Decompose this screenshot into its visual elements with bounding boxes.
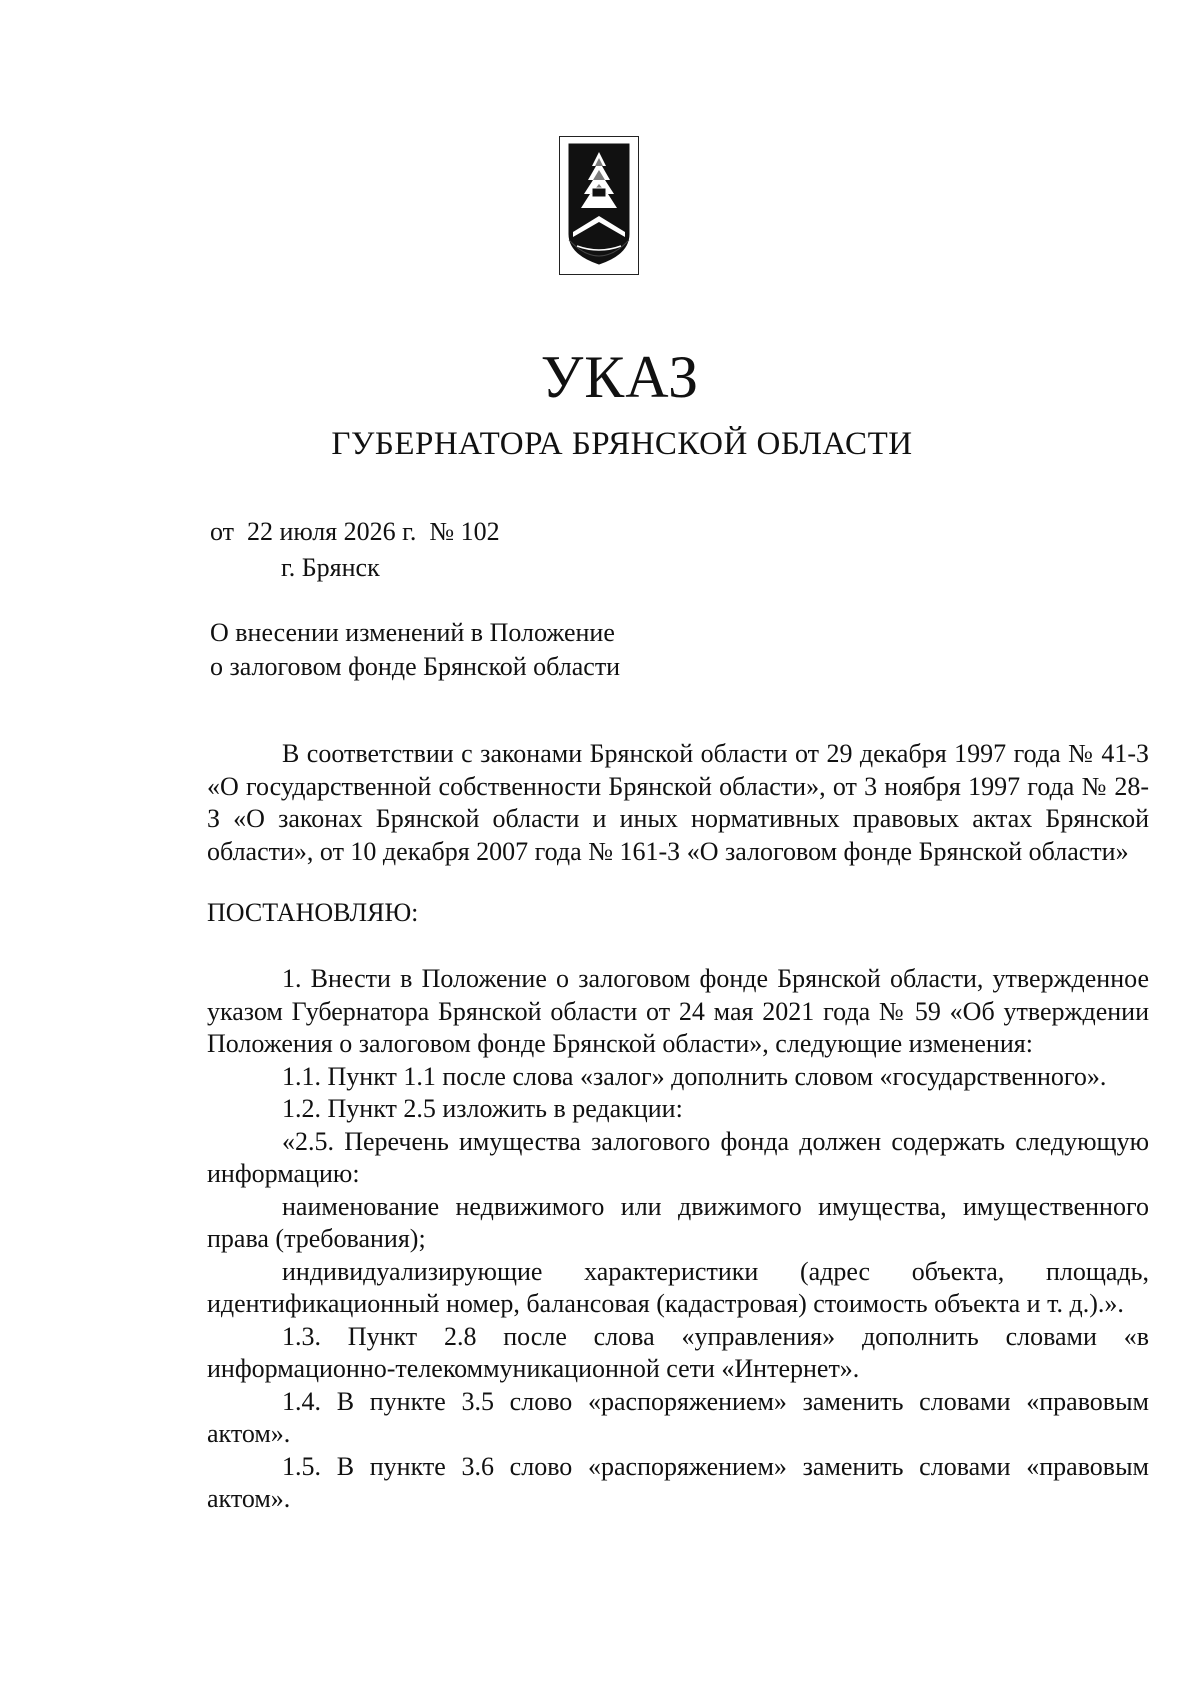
- document-date-number: от 22 июля 2026 г. № 102: [210, 517, 500, 546]
- decree-word: ПОСТАНОВЛЯЮ:: [207, 898, 419, 927]
- item-1-3: 1.3. Пункт 2.8 после слова «управления» дополнить словами «в информационно-телекоммуникационной сети «Интернет».: [207, 1321, 1149, 1383]
- subject-line: о залоговом фонде Брянской области: [210, 652, 621, 681]
- quoted-identification-line: индивидуализирующие характеристики (адрес объекта, площадь, идентификационный номер, балансовая (кадастровая) стоимость объекта и т. д.).».: [207, 1256, 1149, 1318]
- document-city: г. Брянск: [281, 553, 380, 582]
- document-subtitle: ГУБЕРНАТОРА БРЯНСКОЙ ОБЛАСТИ: [331, 426, 913, 462]
- item-1-1: 1.1. Пункт 1.1 после слова «залог» дополнить словом «государственного».: [282, 1061, 1107, 1091]
- preamble-block: [207, 738, 1149, 868]
- document-subject: [210, 616, 620, 684]
- quoted-name-line: наименование недвижимого или движимого имущества, имущественного права (требования);: [207, 1191, 1149, 1253]
- item-1: 1. Внести в Положение о залоговом фонде Брянской области, утвержденное указом Губернатора Брянской области от 24 мая 2021 года № 59 «Об утверждении Положения о залоговом фонде Брянской области», следующие изменения:: [207, 964, 1149, 1058]
- item-1-2: 1.2. Пункт 2.5 изложить в редакции:: [282, 1094, 683, 1123]
- item-1-4: 1.4. В пункте 3.5 слово «распоряжением» заменить словами «правовым актом».: [207, 1386, 1149, 1448]
- preamble-paragraph: В соответствии с законами Брянской области от 29 декабря 1997 года № 41-З «О государственной собственности Брянской области», от 3 ноября 1997 года № 28-З «О законах Брянской области и иных нормативных правовых актах Брянской области», от 10 декабря 2007 года № 161-З «О залоговом фонде Брянской области»: [207, 739, 1149, 866]
- subject-line: О внесении изменений в Положение: [210, 618, 615, 647]
- decree-items: [207, 963, 1149, 1516]
- bryansk-coat-of-arms-icon: [559, 136, 639, 275]
- quoted-item-2-5: «2.5. Перечень имущества залогового фонда должен содержать следующую информацию:: [207, 1126, 1149, 1188]
- item-1-5: 1.5. В пункте 3.6 слово «распоряжением» заменить словами «правовым актом».: [207, 1451, 1149, 1513]
- document-title: УКАЗ: [540, 344, 700, 410]
